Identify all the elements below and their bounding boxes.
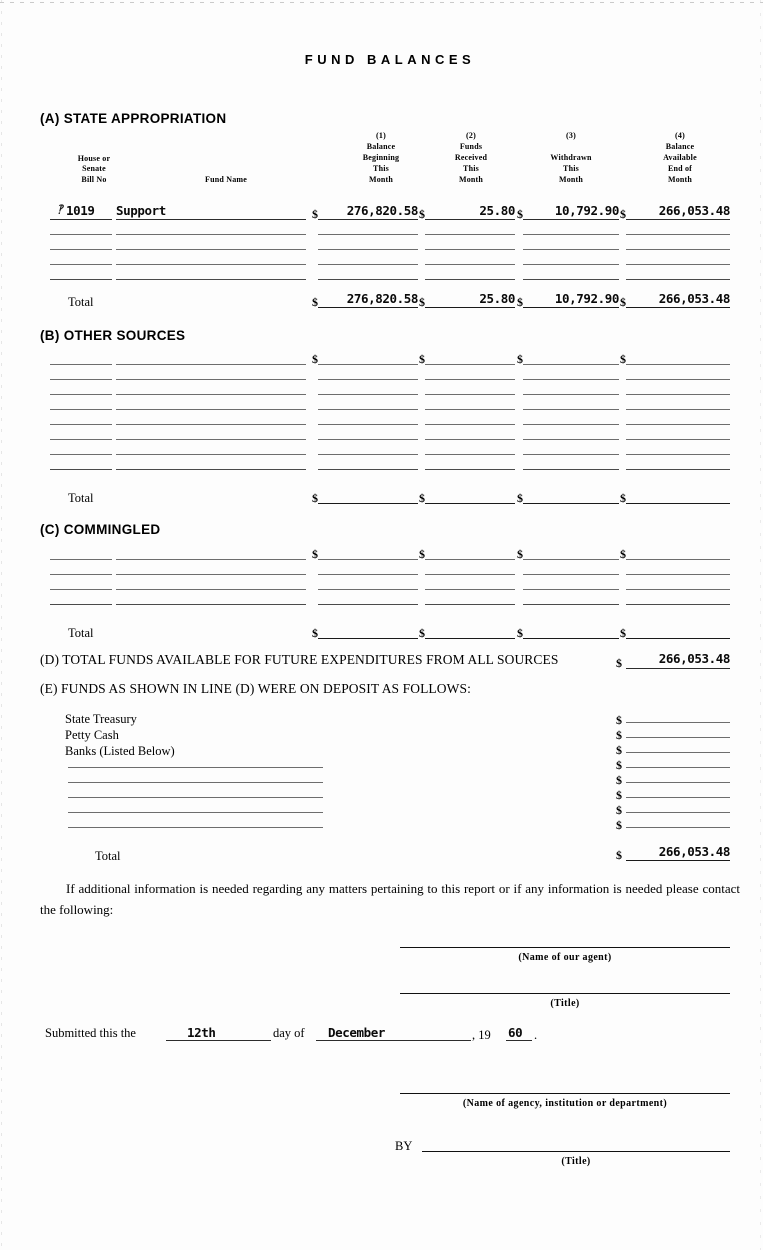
scan-edge-left: [1, 0, 2, 1250]
field-rule[interactable]: [50, 394, 112, 395]
column-header-2-line3: This: [463, 164, 479, 173]
agent-name-caption: (Name of our agent): [518, 952, 612, 963]
field-rule[interactable]: [50, 424, 112, 425]
submitted-month-rule[interactable]: [316, 1040, 471, 1041]
agent-name-rule[interactable]: [400, 947, 730, 948]
field-rule[interactable]: [318, 234, 418, 235]
field-rule[interactable]: [50, 589, 112, 590]
field-rule[interactable]: [116, 604, 306, 605]
contact-paragraph: [40, 878, 740, 920]
submitted-day-of-label: day of: [273, 1026, 305, 1040]
field-rule[interactable]: [50, 234, 112, 235]
field-rule[interactable]: [50, 574, 112, 575]
total-rule: [523, 638, 619, 639]
field-rule[interactable]: [50, 264, 112, 265]
field-rule[interactable]: [116, 219, 306, 220]
field-rule[interactable]: [523, 234, 619, 235]
scan-edge-right: [760, 0, 761, 1250]
field-rule[interactable]: [116, 559, 306, 560]
deposit-item-petty-cash: Petty Cash: [65, 728, 119, 742]
dollar-sign-icon: $: [419, 547, 425, 561]
deposit-amount-rule[interactable]: [626, 797, 730, 798]
field-rule[interactable]: [626, 424, 730, 425]
field-rule[interactable]: [318, 424, 418, 425]
column-header-1-line1: Balance: [366, 142, 396, 151]
field-rule[interactable]: [626, 439, 730, 440]
deposit-amount-rule[interactable]: [626, 812, 730, 813]
bank-name-rule[interactable]: [68, 827, 323, 828]
dollar-sign-icon: $: [517, 295, 523, 309]
row-a-1-balance-beginning[interactable]: 276,820.58: [346, 203, 418, 218]
submitted-day-value[interactable]: 12th: [187, 1025, 216, 1040]
section-a-total-balance-available: 266,053.48: [658, 291, 730, 306]
row-a-1-funds-received[interactable]: 25.80: [479, 203, 515, 218]
dollar-sign-icon: $: [419, 626, 425, 640]
dollar-sign-icon: $: [419, 207, 425, 221]
field-rule[interactable]: [626, 364, 730, 365]
column-header-bill-no-line3: Bill No: [81, 175, 107, 184]
column-header-1-line3: This: [373, 164, 389, 173]
total-rule: [425, 638, 515, 639]
dollar-sign-icon: $: [620, 491, 626, 505]
field-rule[interactable]: [318, 574, 418, 575]
contact-paragraph-text: If additional information is needed regarding any matters pertaining to this report or if any information is needed please contact the following:: [40, 881, 740, 917]
field-rule[interactable]: [425, 439, 515, 440]
section-a-heading: (A) STATE APPROPRIATION: [40, 111, 227, 126]
field-rule[interactable]: [425, 454, 515, 455]
field-rule[interactable]: [50, 559, 112, 560]
field-rule[interactable]: [523, 264, 619, 265]
deposit-amount-rule[interactable]: [626, 752, 730, 753]
row-a-1-balance-available[interactable]: 266,053.48: [658, 203, 730, 218]
field-rule[interactable]: [523, 574, 619, 575]
field-rule[interactable]: [523, 469, 619, 470]
section-c-heading: (C) COMMINGLED: [40, 522, 161, 537]
row-a-1-bill-no[interactable]: 1019: [66, 203, 95, 218]
dollar-sign-icon: $: [620, 352, 626, 366]
field-rule[interactable]: [318, 264, 418, 265]
field-rule[interactable]: [425, 409, 515, 410]
total-rule: [523, 503, 619, 504]
field-rule[interactable]: [50, 604, 112, 605]
field-rule[interactable]: [425, 559, 515, 560]
field-rule[interactable]: [523, 379, 619, 380]
field-rule[interactable]: [523, 559, 619, 560]
field-rule[interactable]: [116, 424, 306, 425]
field-rule[interactable]: [626, 394, 730, 395]
row-a-1-fund-name[interactable]: Support: [116, 203, 166, 218]
dollar-sign-icon: $: [419, 295, 425, 309]
total-rule: [318, 503, 418, 504]
field-rule[interactable]: [626, 249, 730, 250]
dollar-sign-icon: $: [620, 295, 626, 309]
field-rule[interactable]: [318, 589, 418, 590]
section-d-amount[interactable]: 266,053.48: [658, 651, 730, 666]
field-rule[interactable]: [425, 469, 515, 470]
dollar-sign-icon: $: [517, 352, 523, 366]
field-rule[interactable]: [116, 379, 306, 380]
column-header-2-line1: Funds: [459, 142, 483, 151]
dollar-sign-icon: $: [312, 547, 318, 561]
dollar-sign-icon: $: [616, 728, 622, 742]
field-rule[interactable]: [523, 424, 619, 425]
field-rule[interactable]: [116, 264, 306, 265]
submitted-year-prefix-label: , 19: [472, 1028, 491, 1042]
dollar-sign-icon: $: [620, 207, 626, 221]
field-rule[interactable]: [626, 604, 730, 605]
field-rule[interactable]: [116, 454, 306, 455]
deposit-amount-rule[interactable]: [626, 722, 730, 723]
field-rule[interactable]: [626, 454, 730, 455]
column-header-bill-no-line2: Senate: [82, 164, 106, 173]
dollar-sign-icon: $: [312, 491, 318, 505]
field-rule[interactable]: [523, 439, 619, 440]
field-rule[interactable]: [50, 439, 112, 440]
dollar-sign-icon: $: [616, 743, 622, 757]
column-header-3-line1: Withdrawn: [550, 153, 592, 162]
bank-name-rule[interactable]: [68, 782, 323, 783]
column-header-1-line4: Month: [368, 175, 394, 184]
field-rule[interactable]: [50, 364, 112, 365]
field-rule[interactable]: [425, 604, 515, 605]
column-header-3-line3: Month: [558, 175, 584, 184]
field-rule[interactable]: [116, 279, 306, 280]
dollar-sign-icon: $: [517, 626, 523, 640]
field-rule[interactable]: [425, 589, 515, 590]
field-rule[interactable]: [116, 234, 306, 235]
column-header-4-num: (4): [675, 131, 685, 140]
section-c-total-label: Total: [68, 626, 94, 640]
column-header-bill-no-line1: House or: [77, 154, 111, 163]
section-b-total-label: Total: [68, 491, 94, 505]
dollar-sign-icon: $: [312, 626, 318, 640]
field-rule[interactable]: [50, 379, 112, 380]
deposit-amount-rule[interactable]: [626, 827, 730, 828]
total-rule: [626, 307, 730, 308]
field-rule[interactable]: [116, 364, 306, 365]
field-rule[interactable]: [626, 219, 730, 220]
bank-name-rule[interactable]: [68, 767, 323, 768]
deposit-item-banks: Banks (Listed Below): [65, 744, 175, 758]
deposit-amount-rule[interactable]: [626, 782, 730, 783]
field-rule[interactable]: [50, 469, 112, 470]
total-rule: [425, 307, 515, 308]
section-d-heading: (D) TOTAL FUNDS AVAILABLE FOR FUTURE EXPENDITURES FROM ALL SOURCES: [40, 652, 559, 667]
field-rule[interactable]: [50, 249, 112, 250]
field-rule[interactable]: [50, 219, 112, 220]
dollar-sign-icon: $: [419, 352, 425, 366]
field-rule[interactable]: [116, 589, 306, 590]
field-rule[interactable]: [318, 364, 418, 365]
agent-title-caption: (Title): [550, 998, 580, 1009]
field-rule[interactable]: [318, 379, 418, 380]
dollar-sign-icon: $: [616, 788, 622, 802]
field-rule[interactable]: [523, 279, 619, 280]
total-rule: [523, 307, 619, 308]
field-rule[interactable]: [523, 364, 619, 365]
field-rule[interactable]: [318, 454, 418, 455]
total-rule: [626, 638, 730, 639]
field-rule[interactable]: [116, 439, 306, 440]
field-rule[interactable]: [425, 279, 515, 280]
dollar-sign-icon: $: [616, 818, 622, 832]
field-rule[interactable]: [116, 409, 306, 410]
field-rule[interactable]: [626, 559, 730, 560]
field-rule[interactable]: [318, 394, 418, 395]
dollar-sign-icon: $: [419, 491, 425, 505]
dollar-sign-icon: $: [616, 656, 622, 670]
field-rule[interactable]: [318, 604, 418, 605]
dollar-sign-icon: $: [517, 207, 523, 221]
field-rule[interactable]: [626, 574, 730, 575]
by-label: BY: [395, 1139, 413, 1153]
column-header-4-line4: Month: [667, 175, 693, 184]
field-rule[interactable]: [425, 574, 515, 575]
form-body: [40, 0, 740, 1250]
column-header-1-line2: Beginning: [362, 153, 400, 162]
total-rule: [318, 307, 418, 308]
field-rule[interactable]: [626, 409, 730, 410]
field-rule[interactable]: [523, 604, 619, 605]
field-rule[interactable]: [116, 394, 306, 395]
field-rule[interactable]: [523, 219, 619, 220]
checkmark-icon: ‽: [56, 202, 63, 217]
field-rule[interactable]: [626, 469, 730, 470]
total-rule: [318, 638, 418, 639]
dollar-sign-icon: $: [616, 773, 622, 787]
submitted-year-rule[interactable]: [506, 1040, 532, 1041]
field-rule[interactable]: [523, 589, 619, 590]
deposit-amount-rule[interactable]: [626, 767, 730, 768]
agency-name-caption: (Name of agency, institution or department): [462, 1098, 668, 1109]
section-a-total-withdrawn: 10,792.90: [554, 291, 619, 306]
field-rule[interactable]: [523, 249, 619, 250]
dollar-sign-icon: $: [620, 626, 626, 640]
section-e-heading: (E) FUNDS AS SHOWN IN LINE (D) WERE ON DEPOSIT AS FOLLOWS:: [40, 681, 471, 696]
field-rule[interactable]: [626, 234, 730, 235]
bank-name-rule[interactable]: [68, 797, 323, 798]
field-rule[interactable]: [425, 364, 515, 365]
submitted-prefix-label: Submitted this the: [45, 1026, 136, 1040]
submitted-year-value[interactable]: 60: [508, 1025, 523, 1040]
page-title: FUND BALANCES: [304, 52, 476, 67]
field-rule[interactable]: [425, 249, 515, 250]
field-rule[interactable]: [116, 574, 306, 575]
field-rule[interactable]: [318, 439, 418, 440]
submitted-period: .: [534, 1028, 538, 1042]
dollar-sign-icon: $: [312, 207, 318, 221]
column-header-4-line2: Available: [663, 153, 697, 162]
dollar-sign-icon: $: [620, 547, 626, 561]
field-rule[interactable]: [425, 424, 515, 425]
submitted-day-rule[interactable]: [166, 1040, 271, 1041]
bank-name-rule[interactable]: [68, 812, 323, 813]
dollar-sign-icon: $: [312, 352, 318, 366]
field-rule[interactable]: [318, 469, 418, 470]
dollar-sign-icon: $: [616, 848, 622, 862]
field-rule[interactable]: [318, 559, 418, 560]
field-rule[interactable]: [425, 264, 515, 265]
submitted-month-value[interactable]: December: [328, 1025, 386, 1040]
column-header-2-num: (2): [466, 131, 476, 140]
dollar-sign-icon: $: [616, 758, 622, 772]
field-rule[interactable]: [626, 668, 730, 669]
column-header-fund-name: Fund Name: [204, 175, 248, 184]
field-rule[interactable]: [50, 279, 112, 280]
field-rule[interactable]: [50, 454, 112, 455]
deposit-amount-rule[interactable]: [626, 737, 730, 738]
field-rule[interactable]: [318, 409, 418, 410]
total-rule: [425, 503, 515, 504]
column-header-2-line2: Received: [454, 153, 488, 162]
total-rule: [626, 860, 730, 861]
section-a-total-funds-received: 25.80: [479, 291, 515, 306]
field-rule[interactable]: [116, 249, 306, 250]
dollar-sign-icon: $: [517, 491, 523, 505]
field-rule[interactable]: [523, 409, 619, 410]
field-rule[interactable]: [626, 379, 730, 380]
field-rule[interactable]: [425, 234, 515, 235]
agent-title-rule[interactable]: [400, 993, 730, 994]
field-rule[interactable]: [116, 469, 306, 470]
section-a-total-label: Total: [68, 295, 94, 309]
total-rule: [626, 503, 730, 504]
by-title-caption: (Title): [561, 1156, 591, 1167]
dollar-sign-icon: $: [616, 713, 622, 727]
field-rule[interactable]: [318, 249, 418, 250]
field-rule[interactable]: [425, 379, 515, 380]
column-header-4-line1: Balance: [665, 142, 695, 151]
column-header-3-num: (3): [566, 131, 576, 140]
column-header-4-line3: End of: [667, 164, 693, 173]
section-b-heading: (B) OTHER SOURCES: [40, 328, 186, 343]
section-e-total-amount: 266,053.48: [658, 844, 730, 859]
field-rule[interactable]: [626, 279, 730, 280]
field-rule[interactable]: [626, 589, 730, 590]
deposit-item-state-treasury: State Treasury: [65, 712, 137, 726]
field-rule[interactable]: [425, 219, 515, 220]
section-e-total-label: Total: [95, 849, 121, 863]
by-title-rule[interactable]: [422, 1151, 730, 1152]
field-rule[interactable]: [626, 264, 730, 265]
column-header-3-line2: This: [563, 164, 579, 173]
field-rule[interactable]: [50, 409, 112, 410]
field-rule[interactable]: [523, 394, 619, 395]
agency-name-rule[interactable]: [400, 1093, 730, 1094]
dollar-sign-icon: $: [517, 547, 523, 561]
column-header-1-num: (1): [376, 131, 386, 140]
section-a-total-balance-beginning: 276,820.58: [346, 291, 418, 306]
field-rule[interactable]: [318, 219, 418, 220]
column-header-2-line4: Month: [458, 175, 484, 184]
field-rule[interactable]: [523, 454, 619, 455]
field-rule[interactable]: [425, 394, 515, 395]
dollar-sign-icon: $: [312, 295, 318, 309]
field-rule[interactable]: [318, 279, 418, 280]
dollar-sign-icon: $: [616, 803, 622, 817]
row-a-1-withdrawn[interactable]: 10,792.90: [554, 203, 619, 218]
